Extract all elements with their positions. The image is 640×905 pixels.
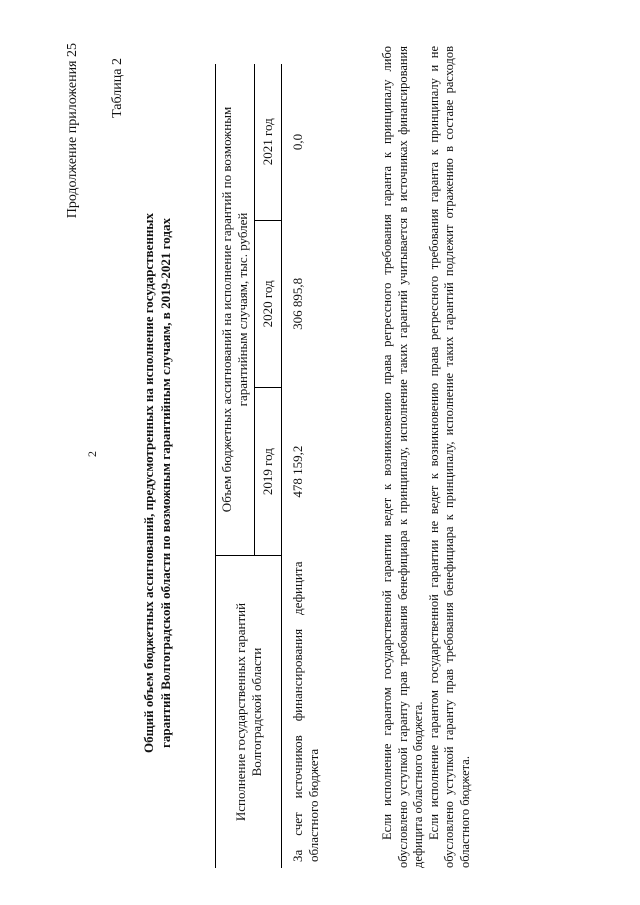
cell-value-2020: 306 895,8 [290,277,305,330]
notes-block [380,46,474,868]
appendix-continuation-label: Продолжение приложения 25 [65,42,80,218]
table-number-label: Таблица 2 [110,57,125,118]
year-header-2020: 2020 год [255,220,282,388]
year-header-2021: 2021 год [255,64,282,220]
guarantees-table [215,64,324,868]
year-header-2019: 2019 год [255,387,282,555]
column-group-header-allocations: Объем бюджетных ассигнований на исполнение гарантий по возможным гарантийным случаям, тыс. рублей [216,64,255,556]
note-paragraph-expenses: Если исполнение гарантом государственной гарантии не ведет к возникновению права регрессного требования гаранта к принципалу и не обусловлено уступкой гаранту прав требования бенефициара к принципалу, исполнение таких гарантий подлежит отражению в составе расходов областного бюджета. [426,45,472,868]
page-number: 2 [85,450,99,457]
column-header-guarantees: Исполнение государственных гарантий Волгоградской области [216,555,282,868]
cell-value-2019: 478 159,2 [290,445,305,498]
table-row [282,64,325,868]
cell-value-2021: 0,0 [290,133,305,150]
rotated-document-page [20,13,620,893]
document-title: Общий объем бюджетных ассигнований, предусмотренных на исполнение государственных гарантий Волгоградской области по возможным гарантийным случаям, в 2019-2021 годах [141,212,173,753]
row-label: За счет источников финансирования дефицита областного бюджета [290,561,321,862]
note-paragraph-regress: Если исполнение гарантом государственной гарантии ведет к возникновению права регрессного требования гаранта к принципалу либо обусловлено уступкой гаранту прав требования бенефициара к принципалу, исполнение таких гарантий учитывается в источниках финансирования дефицита областного бюджета. [380,45,426,868]
